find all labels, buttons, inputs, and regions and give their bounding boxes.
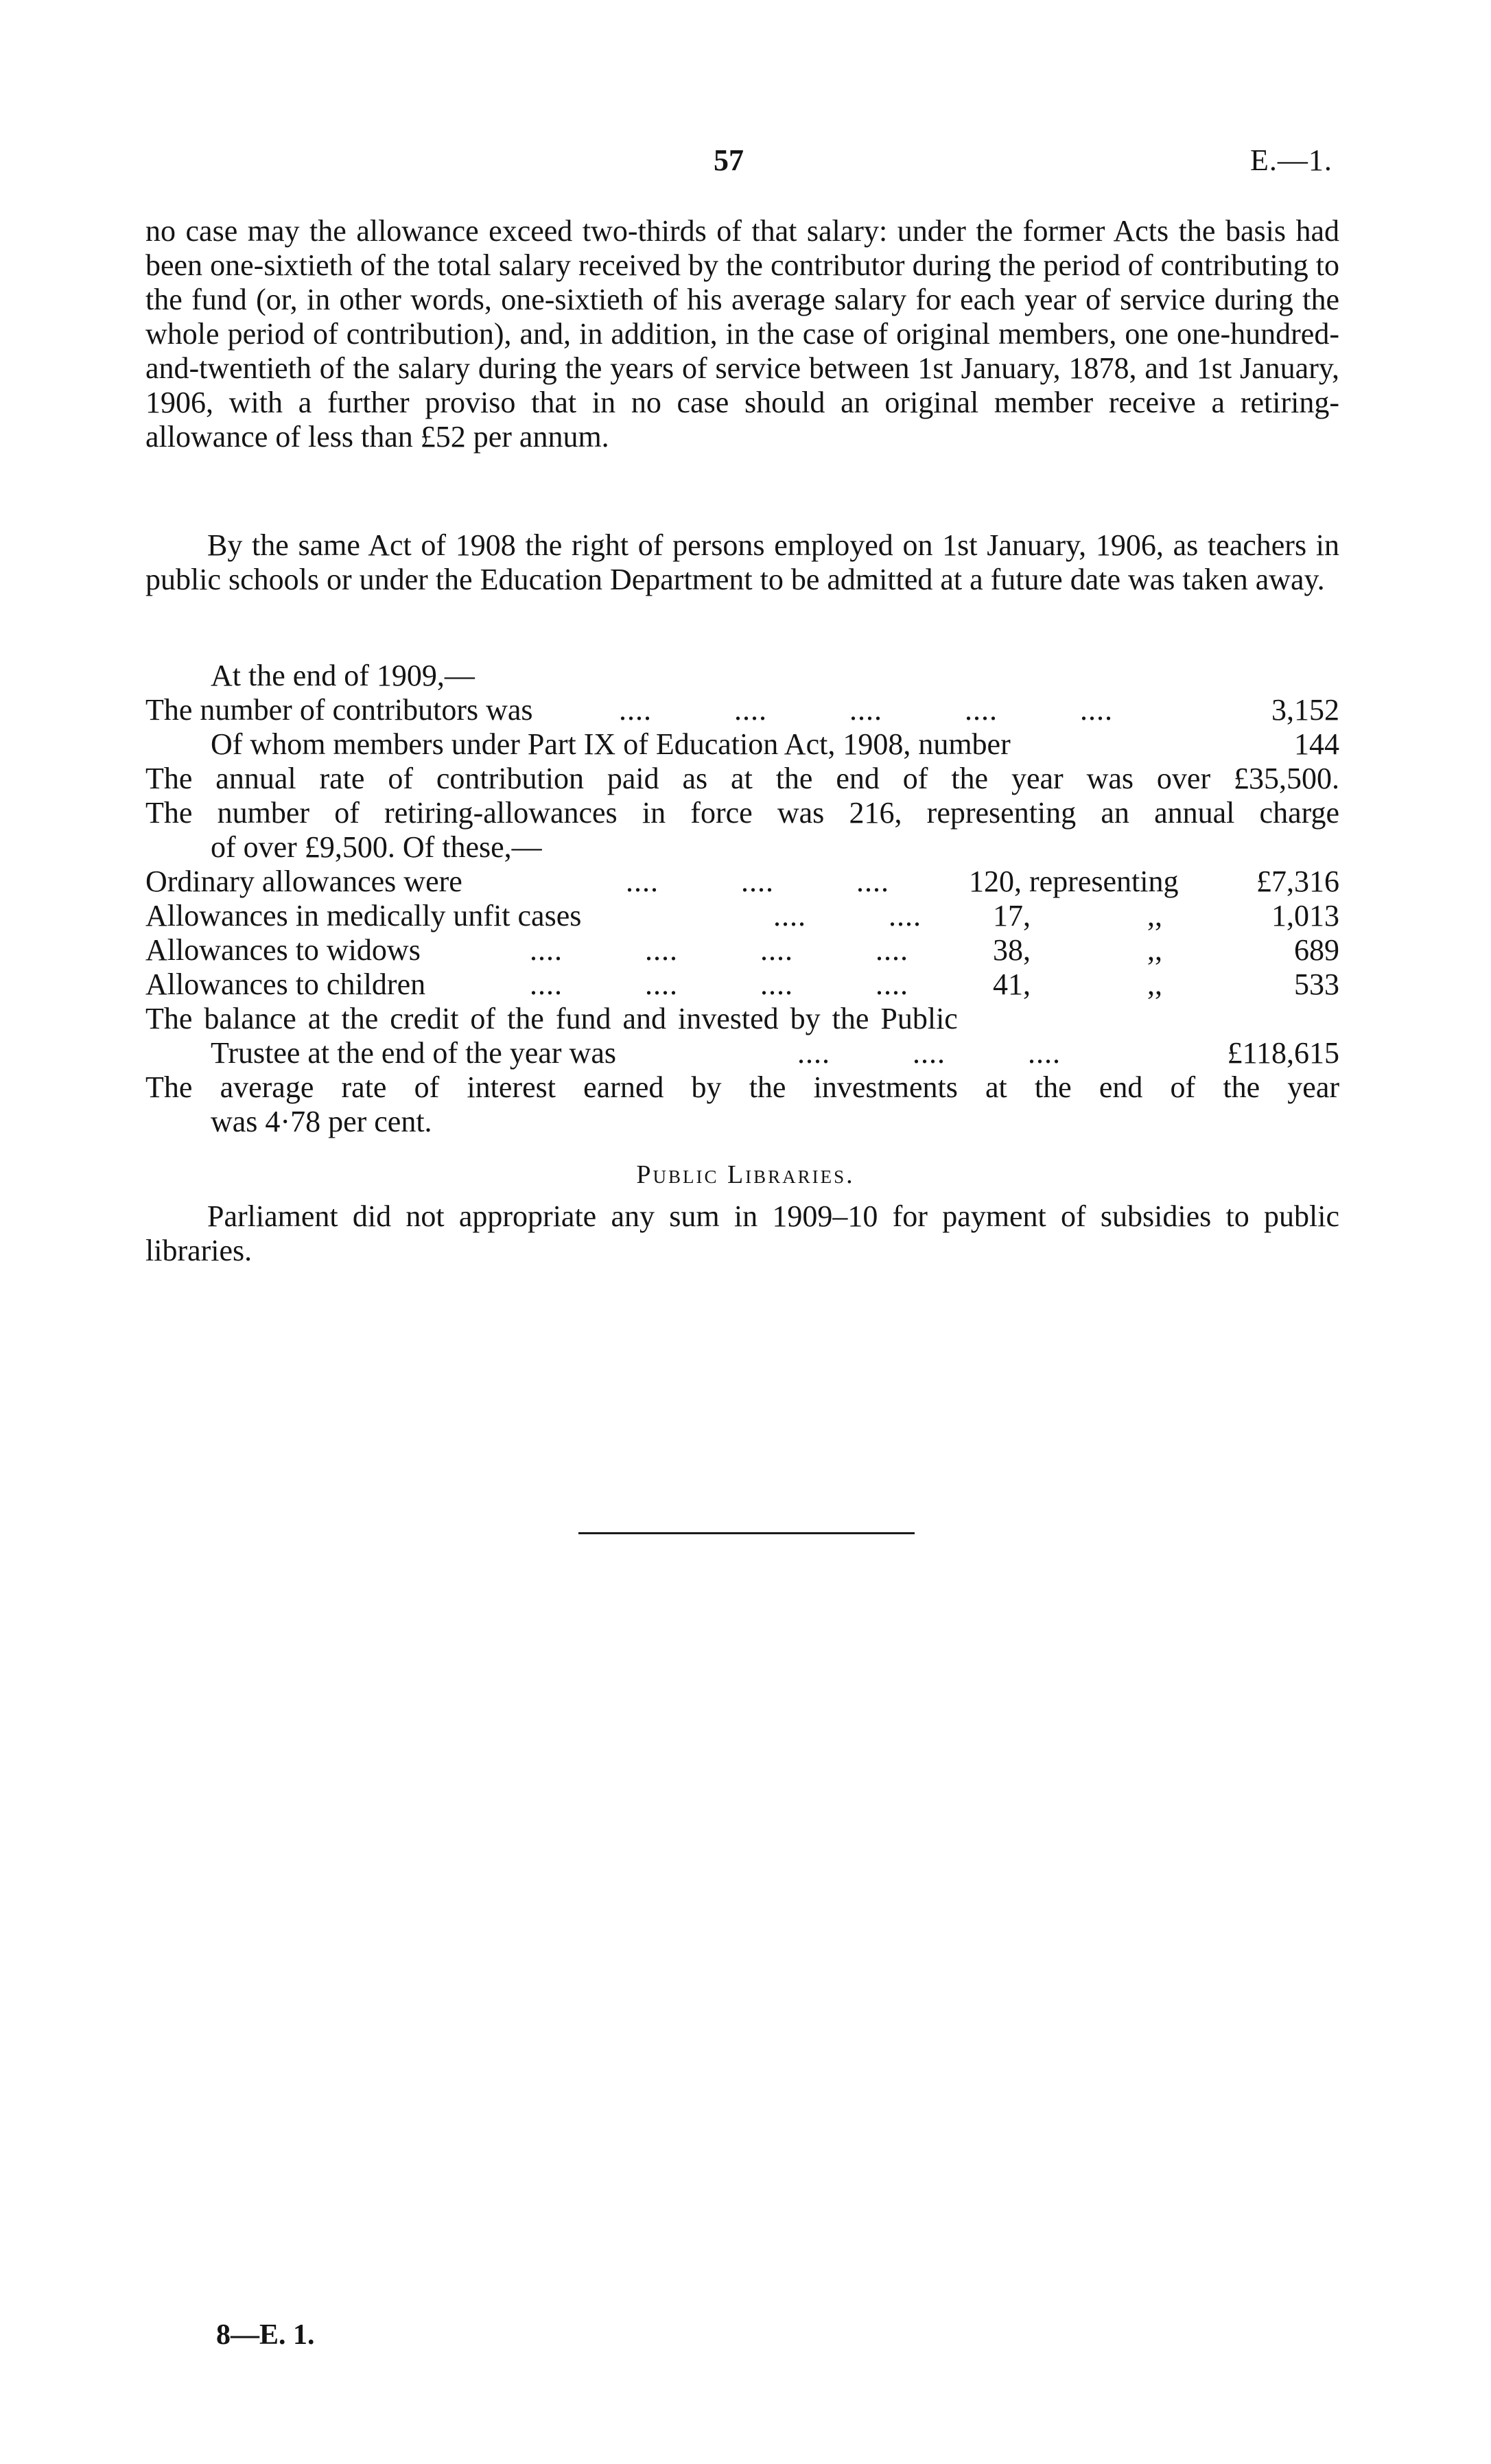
retiring-text-2: of over £9,500. Of these,— <box>211 830 542 864</box>
stats-intro-row <box>145 659 1339 693</box>
allowance-count: 17, <box>993 899 1031 932</box>
document-reference: E.—1. <box>1250 143 1332 177</box>
allowance-count: 120, representing <box>969 865 1179 898</box>
act-1908-paragraph <box>145 528 1339 597</box>
leader-dots: .... .... .... .... <box>530 933 908 967</box>
members-value: 144 <box>1294 727 1339 761</box>
allowance-label: Allowances in medically unfit cases <box>145 899 582 932</box>
members-label: Of whom members under Part IX of Education Act, 1908, number <box>211 727 1011 761</box>
balance-row-2 <box>145 1036 1339 1070</box>
allowance-label: Ordinary allowances were <box>145 865 462 898</box>
balance-row-1 <box>145 1002 1339 1036</box>
allowance-row <box>145 933 1339 967</box>
leader-dots: .... .... .... <box>626 865 889 898</box>
interest-row-2 <box>145 1105 1339 1139</box>
allowance-amount: 1,013 <box>1271 899 1339 932</box>
balance-value: £118,615 <box>1227 1036 1339 1070</box>
contribution-text: The annual rate of contribution paid as at the end of the year was over £35,500. <box>145 762 1339 795</box>
leader-dots: .... .... .... .... <box>530 967 908 1001</box>
retirement-basis-paragraph <box>145 214 1339 454</box>
allowance-count: 38, <box>993 933 1031 967</box>
ditto-mark: ,, <box>1147 933 1162 967</box>
allowance-label: Allowances to children <box>145 967 426 1001</box>
paragraph-text: By the same Act of 1908 the right of persons employed on 1st January, 1906, as teachers in public schools or under the Education Department to be admitted at a future date was taken away. <box>145 528 1339 596</box>
ditto-mark: ,, <box>1147 967 1162 1001</box>
contributors-row <box>145 693 1339 727</box>
public-libraries-paragraph <box>145 1199 1339 1268</box>
allowance-amount: 689 <box>1294 933 1339 967</box>
retiring-text-1: The number of retiring-allowances in force was 216, representing an annual charge <box>145 796 1339 830</box>
balance-text-2: Trustee at the end of the year was <box>211 1036 616 1070</box>
allowance-label: Allowances to widows <box>145 933 421 967</box>
retiring-row-2 <box>145 830 1339 865</box>
section-divider <box>578 1532 915 1534</box>
contributors-value: 3,152 <box>1271 693 1339 727</box>
footer-signature: 8—E. 1. <box>216 2319 315 2351</box>
allowance-row <box>145 899 1339 933</box>
allowance-row <box>145 967 1339 1002</box>
allowance-amount: £7,316 <box>1256 865 1339 898</box>
members-row <box>145 727 1339 762</box>
paragraph-text: Parliament did not appropriate any sum in 1909–10 for payment of subsidies to public libraries. <box>145 1199 1339 1267</box>
balance-text-1: The balance at the credit of the fund and invested by the Public <box>145 1002 958 1035</box>
interest-text-2: was 4·78 per cent. <box>211 1105 432 1138</box>
leader-dots: .... .... <box>773 899 921 932</box>
contribution-row <box>145 762 1339 796</box>
interest-row-1 <box>145 1070 1339 1105</box>
paragraph-text: no case may the allowance exceed two-thirds of that salary: under the former Acts the basis had been one-sixtieth of the total salary received by the contributor during the period of contributing to the fund (or, in other words, one-sixtieth of his average salary for each year of service during the whole period of contribution), and, in addition, in the case of original members, one one-hundred-and-twentieth of the salary during the years of service between 1st January, 1878, and 1st January, 1906, with a further proviso that in no case should an original member receive a retiring-allowance of less than £52 per annum. <box>145 214 1339 454</box>
leader-dots: .... .... .... <box>797 1036 1061 1070</box>
stats-intro: At the end of 1909,— <box>211 659 475 692</box>
leader-dots: .... .... .... .... .... <box>619 693 1113 727</box>
page-number: 57 <box>714 143 744 177</box>
allowance-count: 41, <box>993 967 1031 1001</box>
ditto-mark: ,, <box>1147 899 1162 932</box>
section-heading: Public Libraries. <box>636 1160 855 1189</box>
interest-text-1: The average rate of interest earned by the investments at the end of the year <box>145 1070 1339 1104</box>
retiring-row-1 <box>145 796 1339 830</box>
contributors-label: The number of contributors was <box>145 693 533 727</box>
allowance-amount: 533 <box>1294 967 1339 1001</box>
fund-statistics <box>145 659 1339 1139</box>
allowance-row <box>145 865 1339 899</box>
